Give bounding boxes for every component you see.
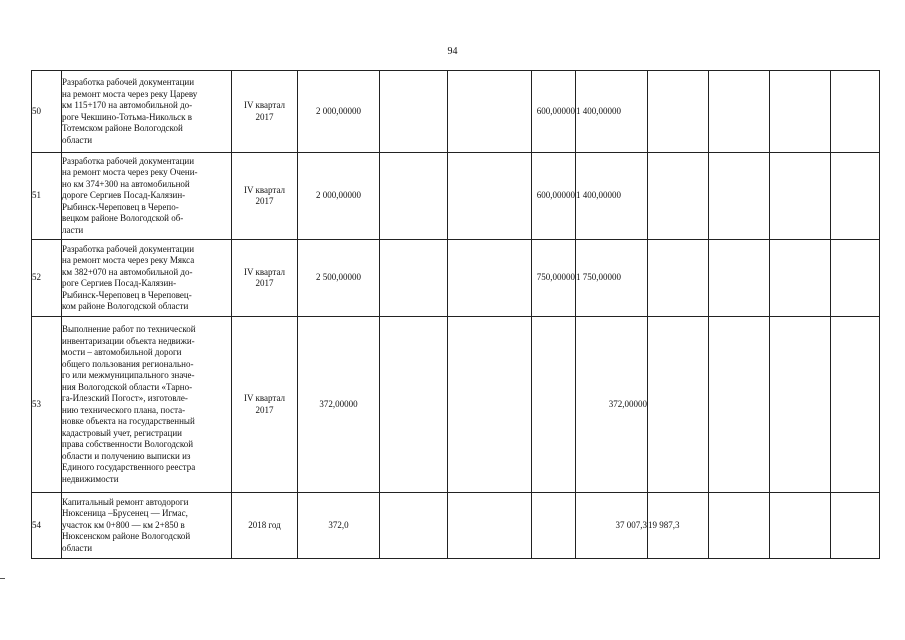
description-line: области [62, 542, 93, 553]
description-line: роге Сергиев Посад-Калязин- [62, 278, 177, 288]
description-line: Капитальный ремонт автодороги [62, 496, 189, 507]
period-line: 2017 [255, 404, 274, 415]
work-period [232, 493, 298, 559]
description-line: Рыбинск-Череповец в Череповец- [62, 289, 192, 300]
amount-cell: 1 400,00000 [576, 153, 648, 240]
empty-cell [709, 71, 770, 153]
description-line: Рыбинск-Череповец в Черепо- [62, 201, 179, 212]
work-description [62, 493, 232, 559]
description-line: ния Вологодской области «Тарно- [62, 381, 193, 392]
empty-cell [380, 240, 448, 317]
description-line: дороге Сергиев Посад-Калязин- [62, 190, 186, 201]
work-description [62, 71, 232, 153]
empty-cell [448, 153, 532, 240]
works-table [31, 70, 880, 559]
total-cost: 2 000,00000 [298, 153, 380, 240]
empty-cell [770, 317, 831, 493]
description-line: ласти [62, 224, 84, 235]
empty-cell [770, 153, 831, 240]
empty-cell [709, 153, 770, 240]
description-line: Разработка рабочей документации [62, 155, 195, 166]
work-period [232, 240, 298, 317]
period-line: IV квартал [243, 100, 286, 110]
row-number: 54 [32, 493, 62, 559]
amount-cell: 600,00000 [532, 71, 576, 153]
description-line: роге Чекшино-Тотьма-Никольск в [62, 111, 193, 122]
description-line: области [62, 134, 93, 145]
description-line: кадастровый учет, регистрации [62, 427, 182, 438]
description-line: новке объекта на государственный [62, 416, 195, 426]
description-line: Разработка рабочей документации [62, 243, 195, 254]
total-cost: 2 500,00000 [298, 240, 380, 317]
row-number: 51 [32, 153, 62, 240]
empty-cell [448, 317, 532, 493]
empty-cell [770, 240, 831, 317]
amount-cell: 600,00000 [532, 153, 576, 240]
amount-cell [648, 153, 709, 240]
description-line: Разработка рабочей документации [62, 77, 195, 87]
description-line: Единого государственного реестра [62, 462, 196, 472]
work-period [232, 71, 298, 153]
description-line: га-Илезский Погост», изготовле- [62, 393, 188, 403]
total-cost: 2 000,00000 [298, 71, 380, 153]
description-line: мости – автомобильной дороги [62, 347, 182, 357]
empty-cell [709, 317, 770, 493]
amount-cell: 750,00000 [532, 240, 576, 317]
amount-cell: 1 400,00000 [576, 71, 648, 153]
description-line: недвижимости [62, 473, 119, 484]
description-line: права собственности Вологодской [62, 439, 194, 449]
description-line: км 382+070 на автомобильной до- [62, 266, 193, 277]
empty-cell [380, 493, 448, 559]
period-line: IV квартал [243, 393, 286, 403]
description-line: инвентаризации объекта недвижи- [62, 335, 195, 346]
amount-cell [648, 71, 709, 153]
row-number: 52 [32, 240, 62, 317]
period-line: 2017 [255, 111, 274, 122]
total-cost: 372,0 [298, 493, 380, 559]
empty-cell [770, 493, 831, 559]
description-line: но км 374+300 на автомобильной [62, 178, 190, 189]
row-number: 50 [32, 71, 62, 153]
amount-cell [648, 240, 709, 317]
description-line: нию технического плана, поста- [62, 404, 186, 415]
work-period [232, 317, 298, 493]
table-row [32, 71, 880, 153]
empty-cell [831, 317, 880, 493]
amount-cell: 19 987,3 [648, 493, 709, 559]
period-line: IV квартал [243, 266, 286, 277]
work-description [62, 240, 232, 317]
amount-cell: 372,00000 [576, 317, 648, 493]
period-line: 2018 год [248, 519, 281, 530]
table-row [32, 240, 880, 317]
empty-cell [770, 71, 831, 153]
page-number: 94 [447, 46, 458, 57]
empty-cell [380, 71, 448, 153]
empty-cell [709, 493, 770, 559]
work-period [232, 153, 298, 240]
empty-cell [448, 240, 532, 317]
empty-cell [831, 153, 880, 240]
description-line: Нюксенском районе Вологодской [62, 531, 191, 542]
amount-cell: 37 007,3 [576, 493, 648, 559]
period-line: IV квартал [243, 184, 286, 195]
empty-cell [831, 493, 880, 559]
amount-cell: 1 750,00000 [576, 240, 648, 317]
table-body [32, 71, 880, 559]
empty-cell [831, 71, 880, 153]
amount-cell [532, 317, 576, 493]
empty-cell [709, 240, 770, 317]
table-row [32, 493, 880, 559]
edge-mark [0, 578, 5, 579]
description-line: общего пользования регионально- [62, 358, 194, 369]
description-line: на ремонт моста через реку Мякса [62, 255, 195, 265]
period-line: 2017 [255, 196, 274, 206]
empty-cell [448, 71, 532, 153]
description-line: участок км 0+800 — км 2+850 в [62, 519, 185, 530]
table-row [32, 317, 880, 493]
description-line: вецком районе Вологодской об- [62, 213, 184, 224]
empty-cell [831, 240, 880, 317]
table-row [32, 153, 880, 240]
total-cost: 372,00000 [298, 317, 380, 493]
empty-cell [380, 317, 448, 493]
description-line: Выполнение работ по технической [62, 324, 196, 334]
work-description [62, 153, 232, 240]
empty-cell [380, 153, 448, 240]
work-description [62, 317, 232, 493]
description-line: области и получению выписки из [62, 450, 191, 461]
description-line: ком районе Вологодской области [62, 301, 189, 311]
amount-cell [532, 493, 576, 559]
description-line: на ремонт моста через реку Цареву [62, 88, 198, 99]
description-line: Тотемском районе Вологодской [62, 123, 183, 133]
period-line: 2017 [255, 278, 274, 288]
amount-cell [648, 317, 709, 493]
description-line: го или межмуниципального значе- [62, 370, 195, 380]
description-line: на ремонт моста через реку Очени- [62, 167, 198, 178]
empty-cell [448, 493, 532, 559]
description-line: Нюксеница –Брусенец — Игмас, [62, 508, 188, 519]
row-number: 53 [32, 317, 62, 493]
description-line: км 115+170 на автомобильной до- [62, 100, 193, 110]
